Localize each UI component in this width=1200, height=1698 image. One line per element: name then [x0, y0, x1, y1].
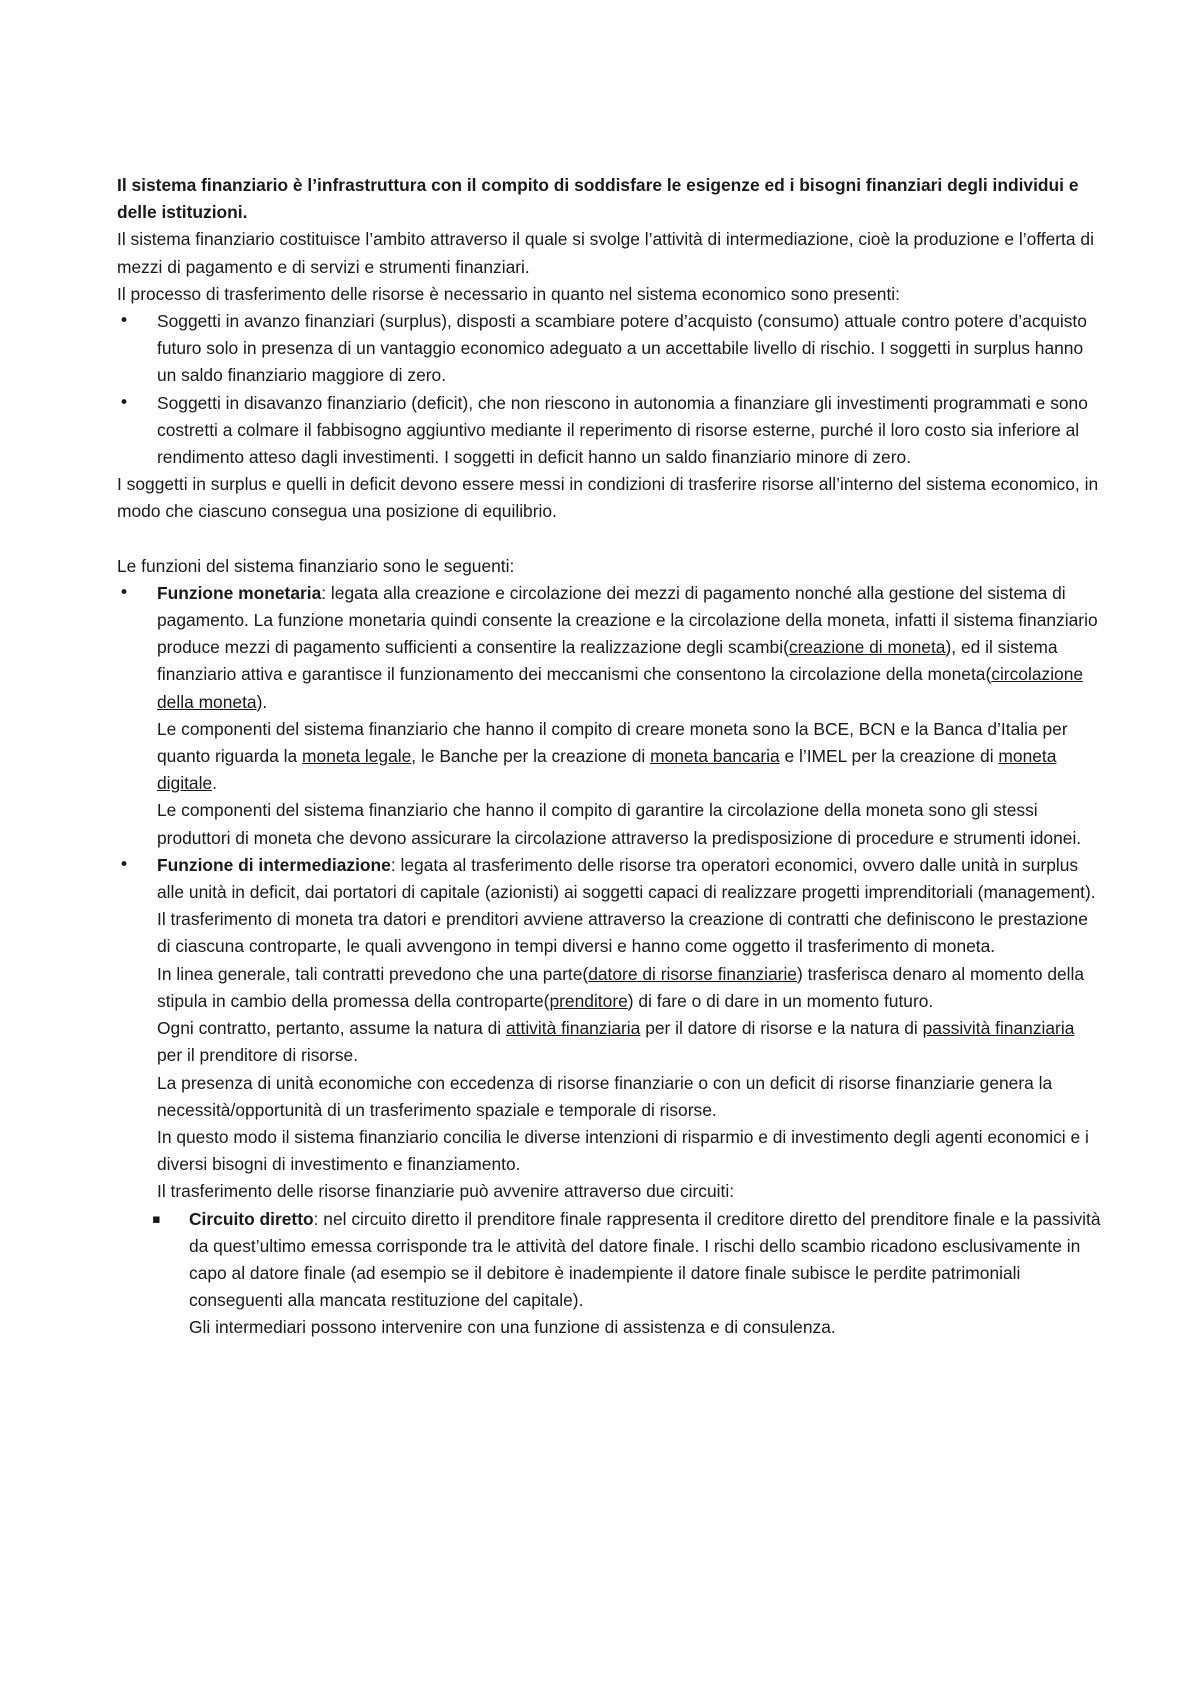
- circuito-paragraph-2: Gli intermediari possono intervenire con una funzione di assistenza e di consulenza.: [189, 1317, 836, 1338]
- intermediazione-paragraph-3: In linea generale, tali contratti prevedono che una parte(datore di risorse finanziarie) trasferisca denaro al momento della stipula in cambio della promessa della controparte(prenditore) di fare o di dare in un momento futuro.: [157, 963, 1085, 1011]
- intermediazione-title: Funzione di intermediazione: [157, 854, 391, 875]
- funzioni-lead: Le funzioni del sistema finanziario sono le seguenti:: [117, 555, 515, 576]
- term-moneta-digitale: moneta digitale: [157, 746, 1057, 794]
- intermediazione-paragraph-1: • Funzione di intermediazione: legata al trasferimento delle risorse tra operatori economici, ovvero dalle unità in surplus alle unità in deficit, dai portatori di capitale (azionisti) ai soggetti capaci di realizzare progetti imprenditoriali (management).: [157, 854, 1096, 903]
- intermediazione-paragraph-2: Il trasferimento di moneta tra datori e prenditori avviene attraverso la creazione di contratti che definiscono le prestazione di ciascuna controparte, le quali avvengono in tempi diversi e hanno come oggetto il trasferimento di moneta.: [157, 909, 1088, 957]
- term-passivita-finanziaria: passività finanziaria: [922, 1018, 1075, 1039]
- monetaria-paragraph-1: • Funzione monetaria: legata alla creazione e circolazione dei mezzi di pagamento nonché alla gestione del sistema di pagamento. La funzione monetaria quindi consente la creazione e la circolazione della moneta, infatti il sistema finanziario produce mezzi di pagamento sufficienti a consentire la realizzazione degli scambi(creazione di moneta), ed il sistema finanziario attiva e garantisce il funzionamento dei meccanismi che consentono la circolazione della moneta(circolazione della moneta).: [157, 582, 1098, 712]
- list-item-deficit: • Soggetti in disavanzo finanziario (deficit), che non riescono in autonomia a finanziare gli investimenti programmati e sono costretti a colmare il fabbisogno aggiuntivo mediante il reperimento di risorse esterne, purché il loro costo sia inferiore al rendimento atteso dagli investimenti. I soggetti in deficit hanno un saldo finanziario minore di zero.: [117, 390, 1102, 472]
- paragraph-gap: [117, 526, 1102, 553]
- list-item-surplus: • Soggetti in avanzo finanziari (surplus), disposti a scambiare potere d’acquisto (consumo) attuale contro potere d’acquisto futuro solo in presenza di un vantaggio economico adeguato a un accettabile livello di rischio. I soggetti in surplus hanno un saldo finanziario maggiore di zero.: [117, 308, 1102, 390]
- surplus-deficit-list: [117, 308, 1102, 471]
- term-attivita-finanziaria: attività finanziaria: [505, 1018, 641, 1039]
- term-datore-di-risorse: datore di risorse finanziarie: [588, 963, 797, 984]
- term-moneta-bancaria: moneta bancaria: [650, 746, 780, 767]
- list-item-funzione-intermediazione: [117, 852, 1102, 1342]
- intro-paragraph-1: Il sistema finanziario costituisce l’ambito attraverso il quale si svolge l’attività di intermediazione, cioè la produzione e l’offerta di mezzi di pagamento e di servizi e strumenti finanziari.: [117, 229, 1094, 277]
- term-prenditore: prenditore: [549, 990, 628, 1011]
- intro-bold-paragraph: Il sistema finanziario è l’infrastruttura con il compito di soddisfare le esigenze ed i bisogni finanziari degli individui e delle istituzioni.: [117, 175, 1079, 223]
- intro-paragraph-2: Il processo di trasferimento delle risorse è necessario in quanto nel sistema economico sono presenti:: [117, 283, 900, 304]
- circuito-title: Circuito diretto: [189, 1208, 314, 1229]
- term-moneta-legale: moneta legale: [302, 746, 412, 767]
- monetaria-title: Funzione monetaria: [157, 582, 322, 603]
- list-item-circuito-diretto: [117, 1206, 1102, 1342]
- intermediazione-paragraph-5: La presenza di unità economiche con eccedenza di risorse finanziarie o con un deficit di risorse finanziarie genera la necessità/opportunità di un trasferimento spaziale e temporale di risorse.: [157, 1072, 1053, 1120]
- funzioni-list: [117, 580, 1102, 1342]
- intermediazione-paragraph-7: Il trasferimento delle risorse finanziarie può avvenire attraverso due circuiti:: [157, 1181, 735, 1202]
- intro-paragraph-3: I soggetti in surplus e quelli in deficit devono essere messi in condizioni di trasferire risorse all’interno del sistema economico, in modo che ciascuno consegua una posizione di equilibrio.: [117, 474, 1099, 522]
- circuiti-list: [157, 1206, 1102, 1342]
- term-circolazione-della-moneta: circolazione della moneta: [157, 664, 1084, 712]
- intermediazione-paragraph-6: In questo modo il sistema finanziario concilia le diverse intenzioni di risparmio e di investimento degli agenti economici e i diversi bisogni di investimento e finanziamento.: [157, 1126, 1089, 1175]
- monetaria-paragraph-2: Le componenti del sistema finanziario che hanno il compito di creare moneta sono la BCE, BCN e la Banca d’Italia per quanto riguarda la moneta legale, le Banche per la creazione di moneta bancaria e l’IMEL per la creazione di moneta digitale.: [157, 718, 1068, 794]
- list-item-funzione-monetaria: [117, 580, 1102, 852]
- document-page: [117, 172, 1102, 1342]
- intermediazione-paragraph-4: Ogni contratto, pertanto, assume la natura di attività finanziaria per il datore di risorse e la natura di passività finanziaria per il prenditore di risorse.: [157, 1018, 1075, 1066]
- term-creazione-di-moneta: creazione di moneta: [788, 637, 946, 658]
- monetaria-paragraph-3: Le componenti del sistema finanziario che hanno il compito di garantire la circolazione della moneta sono gli stessi produttori di moneta che devono assicurare la circolazione attraverso la predisposizione di procedure e strumenti idonei.: [157, 800, 1082, 848]
- circuito-paragraph-1: ▪ Circuito diretto: nel circuito diretto il prenditore finale rappresenta il creditore diretto del prenditore finale e la passività da quest’ultimo emessa corrisponde tra le attività del datore finale. I rischi dello scambio ricadono esclusivamente in capo al datore finale (ad esempio se il debitore è inadempiente il datore finale subisce le perdite patrimoniali conseguenti alla mancata restituzione del capitale).: [189, 1208, 1101, 1311]
